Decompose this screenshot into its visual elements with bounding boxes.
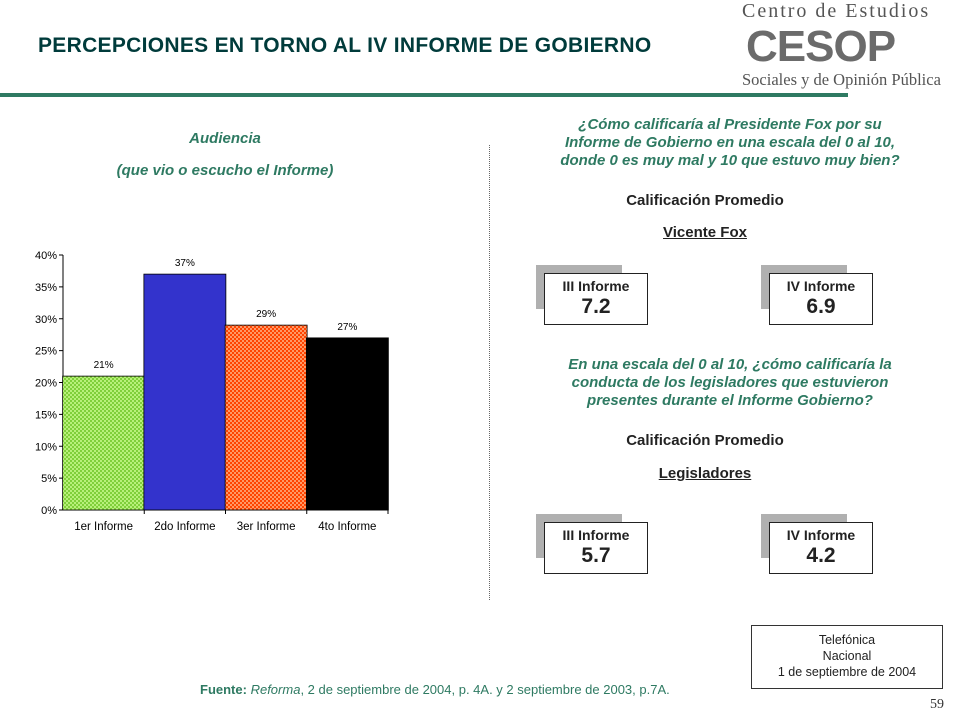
logo-line-1: Centro de Estudios [742, 0, 931, 22]
header-divider [0, 93, 848, 97]
audience-heading-1: Audiencia [189, 130, 261, 147]
survey-info-box [751, 625, 943, 689]
card-value: 7.2 [581, 295, 611, 318]
y-tick-label: 15% [34, 409, 57, 422]
data-label: 21% [93, 360, 114, 372]
page-title: PERCEPCIONES EN TORNO AL IV INFORME DE GOBIERNO [38, 34, 652, 57]
subtitle-fox-name-text: Vicente Fox [663, 224, 747, 241]
y-tick-label: 10% [34, 441, 57, 454]
question-fox-line: donde 0 es muy mal y 10 que estuvo muy bien? [560, 152, 900, 169]
subtitle-leg-name-text: Legisladores [658, 465, 752, 482]
y-tick-label: 20% [34, 377, 57, 390]
bar-1 [63, 376, 145, 510]
question-leg-line: En una escala del 0 al 10, ¿cómo calificaría la [568, 356, 892, 373]
x-tick-label: 3er Informe [236, 521, 296, 533]
y-tick-label: 40% [34, 250, 57, 262]
source-publication: Reforma [250, 682, 301, 697]
x-tick-label: 2do Informe [154, 521, 216, 533]
card-face [769, 273, 873, 325]
vertical-divider [489, 145, 490, 600]
subtitle-leg-name [545, 465, 865, 482]
card-label: III Informe [562, 278, 630, 294]
card-value: 6.9 [806, 295, 836, 318]
bar-3 [225, 325, 307, 510]
y-tick-label: 30% [34, 313, 57, 326]
bar-4 [306, 338, 388, 510]
question-fox [505, 116, 955, 170]
card-label: IV Informe [786, 527, 856, 543]
page-number: 59 [930, 697, 944, 712]
survey-method: Telefónica [818, 633, 876, 647]
cesop-logo [738, 0, 960, 96]
subtitle-fox-name [545, 224, 865, 241]
data-label: 29% [256, 309, 277, 321]
question-fox-line: Informe de Gobierno en una escala del 0 al 10, [564, 134, 896, 151]
card-face [544, 522, 648, 574]
y-tick-label: 0% [41, 505, 57, 517]
rating-card-leg-iii [536, 514, 648, 574]
card-face [544, 273, 648, 325]
source-label: Fuente: [200, 682, 247, 697]
rating-card-fox-iii [536, 265, 648, 325]
question-legisladores [505, 356, 955, 410]
logo-mark: CESOP [746, 22, 896, 71]
card-value: 4.2 [806, 544, 836, 567]
question-leg-line: conducta de los legisladores que estuvieron [571, 374, 889, 391]
question-leg-line: presentes durante el Informe Gobierno? [587, 392, 873, 409]
y-tick-label: 25% [34, 345, 57, 358]
data-label: 27% [337, 321, 358, 333]
card-label: III Informe [562, 527, 630, 543]
survey-scope: Nacional [822, 649, 872, 663]
question-fox-line: ¿Cómo calificaría al Presidente Fox por su [578, 116, 882, 133]
audience-heading-2: (que vio o escucho el Informe) [116, 162, 334, 179]
subtitle-fox: Calificación Promedio [626, 192, 784, 209]
card-face [769, 522, 873, 574]
y-tick-label: 5% [41, 473, 57, 486]
source-details: , 2 de septiembre de 2004, p. 4A. y 2 septiembre de 2003, p.7A. [300, 682, 670, 697]
audience-bar-chart [20, 230, 420, 550]
rating-card-leg-iv [761, 514, 873, 574]
x-tick-label: 1er Informe [74, 521, 134, 533]
data-label: 37% [174, 258, 195, 270]
source-note [200, 682, 670, 697]
card-label: IV Informe [786, 278, 856, 294]
rating-card-fox-iv [761, 265, 873, 325]
survey-date: 1 de septiembre de 2004 [777, 665, 917, 679]
x-tick-label: 4to Informe [318, 521, 377, 533]
logo-line-3: Sociales y de Opinión Pública [742, 70, 941, 89]
card-value: 5.7 [581, 544, 611, 567]
bar-2 [144, 274, 226, 510]
y-tick-label: 35% [34, 281, 57, 294]
subtitle-leg: Calificación Promedio [626, 432, 784, 449]
